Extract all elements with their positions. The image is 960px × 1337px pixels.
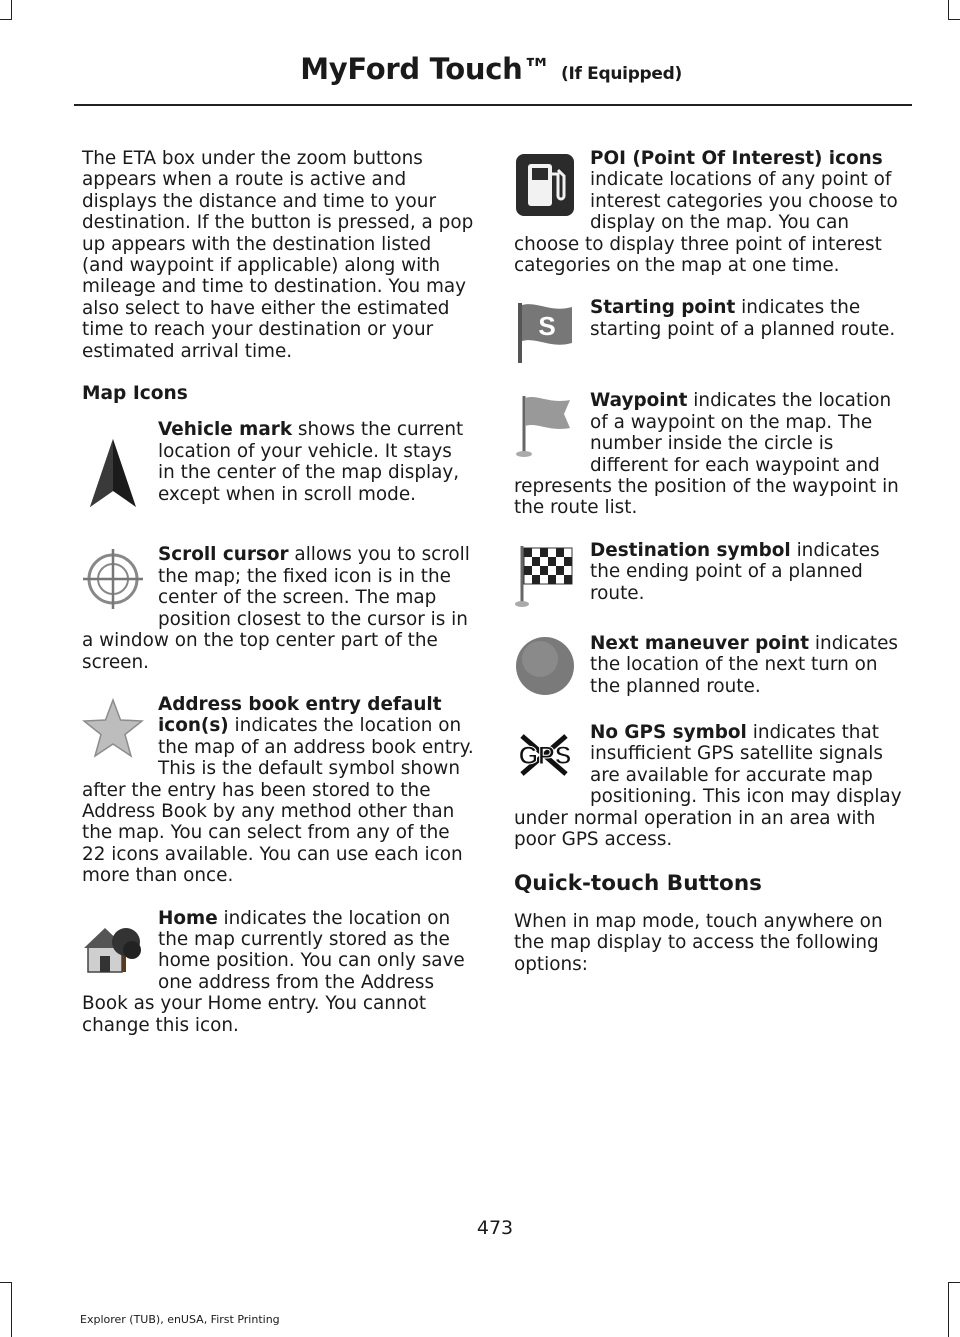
checkered-flag-icon bbox=[514, 542, 576, 608]
home-icon bbox=[82, 914, 144, 980]
header-subtitle: (If Equipped) bbox=[560, 64, 682, 84]
start-flag-letter: S bbox=[538, 311, 556, 342]
page-header bbox=[300, 52, 682, 86]
right-column bbox=[514, 148, 906, 996]
entry-vehicle-mark bbox=[82, 419, 474, 523]
entry-text: allows you to scroll the map; the fixed icon is in the center of the screen. The map position closest to the cursor is in a window on the top center part of the screen. bbox=[82, 544, 470, 673]
crop-mark bbox=[0, 19, 12, 20]
entry-starting-point bbox=[514, 297, 906, 369]
eta-paragraph: The ETA box under the zoom buttons appears when a route is active and displays the distance and time to your destination. If the button is pressed, a pop up appears with the destination listed (and waypoint if applicable) along with mileage and time to destination. You may also select to have either the estimated time to reach your destination or your estimated arrival time. bbox=[82, 148, 474, 362]
print-info: Explorer (TUB), enUSA, First Printing bbox=[80, 1313, 280, 1326]
entry-poi bbox=[514, 148, 906, 276]
quick-touch-paragraph: When in map mode, touch anywhere on the map display to access the following options: bbox=[514, 910, 883, 975]
scroll-cursor-icon bbox=[82, 546, 144, 612]
entry-term: Starting point bbox=[590, 297, 736, 319]
entry-text: indicates the ending point of a planned route. bbox=[590, 539, 880, 604]
entry-term: Scroll cursor bbox=[158, 544, 289, 566]
map-icons-heading: Map Icons bbox=[82, 383, 188, 405]
entry-text: shows the current location of your vehicle. It stays in the center of the map display, except when in scroll mode. bbox=[158, 419, 464, 505]
entry-term: Address book entry default icon(s) bbox=[158, 693, 442, 737]
entry-text: indicates that insufficient GPS satellite signals are available for accurate map positioning. This icon may display under normal operation in an area with poor GPS access. bbox=[514, 721, 902, 850]
entry-term: POI (Point Of Interest) icons bbox=[590, 148, 883, 169]
vehicle-mark-icon bbox=[82, 431, 144, 519]
entry-term: Next maneuver point bbox=[590, 632, 810, 654]
entry-destination bbox=[514, 540, 906, 612]
header-rule bbox=[74, 104, 912, 106]
crop-mark bbox=[948, 19, 960, 20]
entry-term: No GPS symbol bbox=[590, 721, 747, 743]
page-number: 473 bbox=[476, 1217, 514, 1239]
entry-scroll-cursor bbox=[82, 544, 474, 672]
entry-address-book bbox=[82, 694, 474, 887]
entry-term: Vehicle mark bbox=[158, 419, 293, 441]
entry-waypoint bbox=[514, 390, 906, 518]
entry-term: Home bbox=[158, 907, 218, 929]
crop-mark bbox=[11, 0, 12, 20]
crop-mark bbox=[948, 0, 949, 20]
no-gps-label: GPS bbox=[518, 741, 572, 770]
entry-term: Waypoint bbox=[590, 390, 688, 412]
maneuver-point-icon bbox=[514, 635, 576, 697]
crop-mark bbox=[11, 1282, 12, 1337]
entry-text: indicates the location on the map of an address book entry. This is the default symbol shown after the entry has been stored to the Address Book by any method other than the map. You can select from any of the 22 icons available. You can use each icon more than once. bbox=[82, 715, 474, 887]
crop-mark bbox=[948, 1282, 960, 1283]
entry-text: indicates the starting point of a planned route. bbox=[590, 297, 896, 340]
entry-text: indicates the location of the next turn on the planned route. bbox=[590, 632, 898, 697]
star-icon bbox=[82, 696, 144, 762]
entry-next-maneuver bbox=[514, 633, 906, 701]
fuel-pump-icon bbox=[514, 152, 576, 218]
quick-touch-heading: Quick-touch Buttons bbox=[514, 871, 762, 897]
entry-text: indicates the location of a waypoint on the map. The number inside the circle is different for each waypoint and represents the position of the waypoint in the route list. bbox=[514, 390, 899, 519]
header-title: MyFord Touch™ bbox=[300, 52, 552, 86]
waypoint-flag-icon bbox=[514, 392, 576, 458]
crop-mark bbox=[0, 1282, 12, 1283]
left-column bbox=[82, 148, 474, 1057]
start-flag-icon bbox=[514, 299, 576, 365]
crop-mark bbox=[948, 1282, 949, 1337]
entry-term: Destination symbol bbox=[590, 539, 791, 561]
no-gps-icon bbox=[514, 724, 576, 786]
entry-home bbox=[82, 908, 474, 1036]
entry-no-gps bbox=[514, 722, 906, 850]
entry-text: indicates the location on the map currently stored as the home position. You can only save one address from the Address Book as your Home entry. You cannot change this icon. bbox=[82, 907, 465, 1036]
entry-text: indicate locations of any point of interest categories you choose to display on the map. You can choose to display three point of interest categories on the map at one time. bbox=[514, 169, 898, 277]
